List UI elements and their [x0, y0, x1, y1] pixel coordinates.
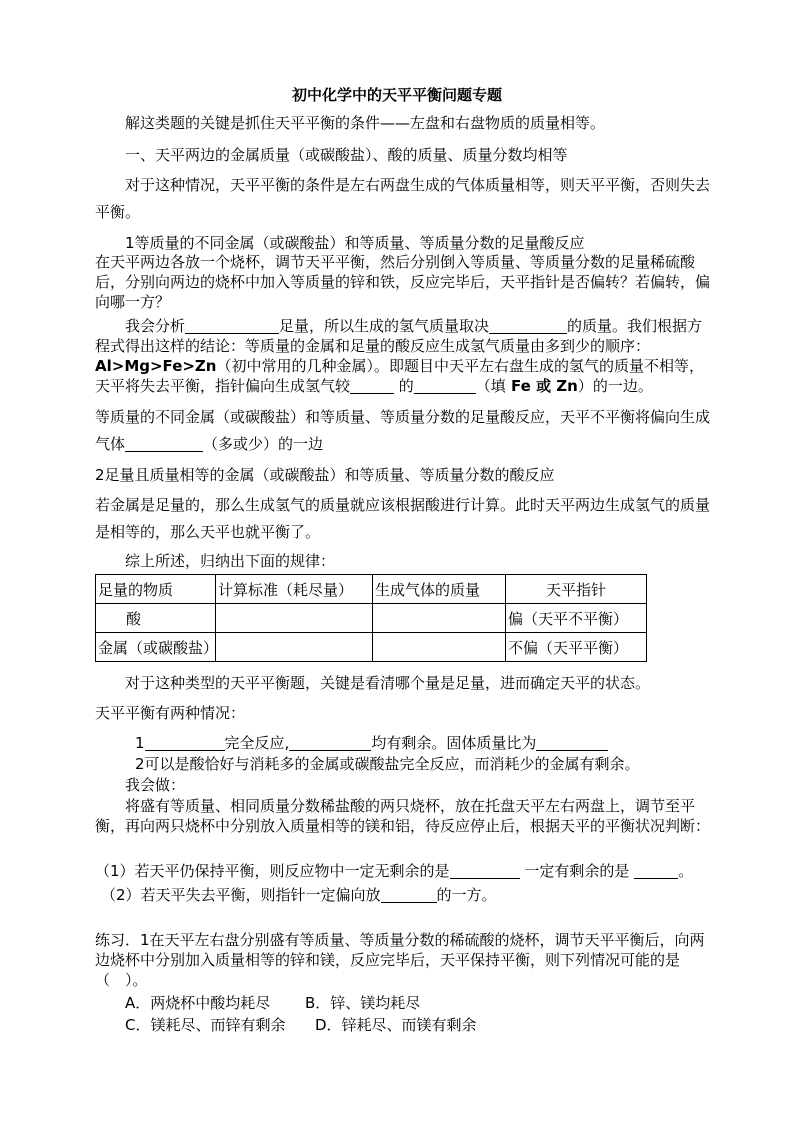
- q2-text-a: （2）若天平失去平衡，则指针一定偏向放: [101, 886, 381, 904]
- analysis-text-a: 我会分析: [125, 317, 186, 335]
- blank-mass-ratio[interactable]: [536, 734, 608, 751]
- analysis-text-e: 的: [394, 377, 414, 395]
- q1-text-a: （1）若天平仍保持平衡，则反应物中一定无剩余的是: [95, 862, 450, 880]
- table-cell-blank[interactable]: [373, 604, 506, 633]
- case2-description: 若金属是足量的，那么生成氢气的质量就应该根据酸进行计算。此时天平两边生成氢气的质量是相等的，那么天平也就平衡了。: [95, 496, 711, 541]
- exercise-options-ab: [95, 992, 715, 1014]
- table-cell-blank[interactable]: [216, 604, 373, 633]
- blank-gas-amount[interactable]: [125, 435, 203, 452]
- case1-conclusion: [95, 404, 715, 458]
- question-1: [95, 860, 735, 882]
- table-row: [96, 604, 647, 633]
- table-cell-blank[interactable]: [216, 633, 373, 662]
- exercise-stem: 练习．1在天平左右盘分别盛有等质量、等质量分数的稀硫酸的烧杯，调节天平平衡后，向两边烧杯中分别加入质量相等的锌和镁，反应完毕后，天平保持平衡，则下列情况可能的是（ ）。: [95, 931, 705, 989]
- option-b[interactable]: B．锌、镁均耗尽: [305, 994, 421, 1012]
- q1-text-c: 。: [678, 862, 694, 880]
- intro-paragraph: 解这类题的关键是抓住天平平衡的条件——左盘和右盘物质的质量相等。: [125, 114, 606, 132]
- rules-table: [95, 574, 647, 662]
- table-header-cell: 足量的物质: [96, 575, 216, 604]
- table-cell: 不偏（天平平衡）: [506, 633, 647, 662]
- situation1-text-b: 完全反应,: [224, 734, 290, 752]
- two-cases-label: 天平平衡有两种情况：: [95, 704, 246, 722]
- question-2: [95, 884, 715, 906]
- analysis-text-g: ）的一边。: [577, 377, 653, 395]
- table-header-cell: 计算标准（耗尽量）: [216, 575, 373, 604]
- option-c[interactable]: C．镁耗尽、而锌有剩余: [125, 1016, 286, 1034]
- table-cell: 酸: [96, 604, 216, 633]
- after-table-paragraph: 对于这种类型的天平平衡题，关键是看清哪个量是足量，进而确定天平的状态。: [125, 674, 651, 692]
- analysis-text-c: 的质量。我们根据方程式得出这样的结论：等质量的金属和足量的酸反应生成氢气质量由多到少的顺序：: [95, 317, 703, 355]
- table-row: [96, 633, 647, 662]
- blank-reacted-fully[interactable]: [145, 734, 225, 751]
- analysis-text-d: （初中常用的几种金属）。即题目中天平左右盘生成的氢气的质量不相等，天平将失去平衡，指针偏向生成氢气较: [95, 357, 705, 395]
- blank-depends-on[interactable]: [489, 317, 567, 334]
- situation1-text-a: 1: [135, 734, 145, 752]
- table-header-cell: 生成气体的质量: [373, 575, 506, 604]
- situation2: 2可以是酸恰好与消耗多的金属或碳酸盐完全反应，而消耗少的金属有剩余。: [135, 755, 640, 773]
- q2-text-b: 的一方。: [436, 886, 497, 904]
- conclusion-text-a: 等质量的不同金属（或碳酸盐）和等质量、等质量分数的足量酸反应，天平不平衡将偏向生成气体: [95, 408, 711, 453]
- blank-pointer-side[interactable]: [381, 886, 437, 903]
- blank-fe-or-zn[interactable]: [414, 377, 476, 394]
- section1-description: 对于这种情况，天平平衡的条件是左右两盘生成的气体质量相等，则天平平衡，否则失去平衡。: [95, 176, 711, 221]
- q1-text-b: 一定有剩余的是: [519, 862, 635, 880]
- case1-heading: 1等质量的不同金属（或碳酸盐）和等质量、等质量分数的足量酸反应: [125, 234, 585, 252]
- problem-statement: 将盛有等质量、相同质量分数稀盐酸的两只烧杯，放在托盘天平左右两盘上，调节至平衡，再向两只烧杯中分别放入质量相等的镁和铝，待反应停止后，根据天平的平衡状况判断：: [95, 797, 711, 835]
- blank-no-remainder[interactable]: [450, 862, 520, 879]
- option-d[interactable]: D．锌耗尽、而镁有剩余: [315, 1016, 477, 1034]
- table-cell: 金属（或碳酸盐）: [96, 633, 216, 662]
- i-can-label: 我会做：: [125, 776, 186, 794]
- case2-heading: 2足量且质量相等的金属（或碳酸盐）和等质量、等质量分数的酸反应: [95, 466, 555, 484]
- case1-analysis: [95, 316, 715, 396]
- blank-remaining[interactable]: [289, 734, 371, 751]
- metal-order: Al>Mg>Fe>Zn: [95, 357, 217, 375]
- conclusion-text-b: （多或少）的一边: [203, 435, 324, 453]
- case1-question: 在天平两边各放一个烧杯，调节天平平衡，然后分别倒入等质量、等质量分数的足量稀硫酸后，分别向两边的烧杯中加入等质量的锌和铁，反应完毕后，天平指针是否偏转？若偏转，偏向哪一方？: [95, 253, 711, 311]
- analysis-text-b: 足量，所以生成的氢气质量取决: [279, 317, 490, 335]
- blank-more-or-less[interactable]: [350, 377, 394, 394]
- analysis-text-f: （填: [475, 377, 506, 395]
- blank-sufficient-substance[interactable]: [185, 317, 279, 334]
- summary-intro: 综上所述，归纳出下面的规律：: [125, 552, 336, 570]
- blank-has-remainder[interactable]: [634, 862, 678, 879]
- situation1: [95, 732, 715, 754]
- page-title: 初中化学中的天平平衡问题专题: [291, 86, 502, 104]
- exercise-options-cd: [95, 1014, 715, 1036]
- section1-heading: 一、天平两边的金属质量（或碳酸盐）、酸的质量、质量分数均相等: [125, 146, 568, 164]
- table-header-cell: 天平指针: [506, 575, 647, 604]
- option-a[interactable]: A．两烧杯中酸均耗尽: [125, 994, 271, 1012]
- table-header-row: [96, 575, 647, 604]
- table-cell: 偏（天平不平衡）: [506, 604, 647, 633]
- fill-choice: Fe 或 Zn: [505, 377, 578, 395]
- table-cell-blank[interactable]: [373, 633, 506, 662]
- situation1-text-c: 均有剩余。固体质量比为: [371, 734, 537, 752]
